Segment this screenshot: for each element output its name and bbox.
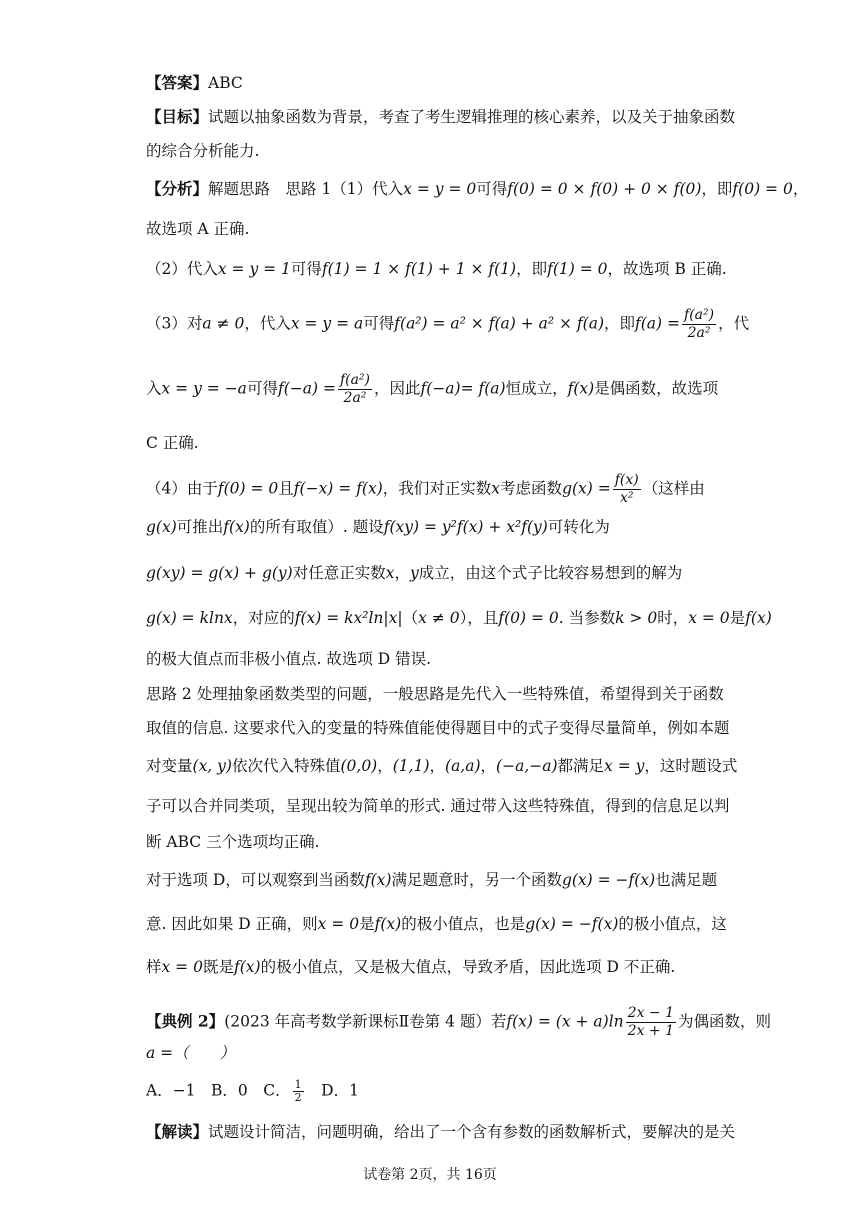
math: f(0) = 0 [498,609,559,627]
math: f(x) = kx²ln|x| [294,609,403,627]
math: f(1) = 0 [547,260,608,278]
text: 既是 [202,958,234,976]
text: 样 [146,958,162,976]
text: 是 [359,915,375,933]
text: ，这时题设式 [644,757,738,775]
goal-text-2: 的综合分析能力. [146,142,260,160]
math: k > 0 [615,609,658,627]
goal-label: 【目标】 [146,107,209,126]
text: 且 [278,479,294,498]
math: g(x) = −f(x) [525,915,619,933]
text: 是偶函数，故选项 [594,379,719,398]
text: 试题设计简洁，问题明确，给出了一个含有参数的函数解析式，要解决的是关 [208,1123,736,1141]
math: x = y = 0 [403,180,477,198]
text: . 当参数 [558,609,616,627]
text: 满足题意时，另一个函数 [391,871,562,889]
math: f(x) [374,915,402,933]
text: 也满足题 [655,871,718,889]
text: 可得 [290,260,322,278]
denominator: 2x + 1 [627,1023,674,1039]
text: 入 [146,379,162,398]
option-d-line-2 [146,914,727,934]
answer-label: 【答案】 [146,73,209,92]
text: 为偶函数，则 [678,1012,772,1031]
numerator: 2x − 1 [627,1005,674,1021]
goal-line-2 [146,141,716,161]
math: f(−x) = f(x) [293,479,383,498]
text: 的极小值点，这 [618,915,727,933]
text: （2）代入 [146,260,218,278]
fraction [682,307,716,342]
text: （3）对 [146,314,203,333]
text: 断 ABC 三个选项均正确. [146,833,320,851]
math: f(x) [233,958,261,976]
denominator: 2a² [687,325,711,341]
example-options [146,1079,716,1104]
goal-text-1: 试题以抽象函数为背景，考查了考生逻辑推理的核心素养，以及关于抽象函数 [208,108,736,126]
math: x [385,564,395,582]
text: ， [394,564,411,582]
math: f(a) = [635,314,681,333]
analysis-step-4 [146,472,716,507]
example-line-1 [146,1005,772,1040]
text: ，代入 [244,314,291,333]
math: a ≠ 0 [202,314,245,333]
text: 可转化为 [547,518,610,536]
text: ， [480,757,497,775]
text: 是 [729,609,746,627]
math: f(0) = 0 × f(0) + 0 × f(0) [507,180,702,198]
example-label: 【典例 2】 [146,1011,225,1031]
analysis-step-4e [146,649,716,669]
math: x = 0 [161,958,203,976]
math: g(xy) = g(x) + g(y) [146,564,293,582]
analysis-step-4b [146,517,716,537]
text: ， [792,180,809,198]
fraction [626,1005,676,1040]
analysis-step-3b [146,372,719,407]
fraction [293,1079,304,1104]
analysis-step-4d [146,608,772,628]
text: 对任意正实数 [292,564,386,582]
text: ，对应的 [232,609,295,627]
analysis-label: 【分析】 [146,179,209,198]
math: (a,a) [445,757,481,775]
text: 故选项 A 正确. [146,220,250,238]
text: ，我们对正实数 [382,479,492,498]
text: ，故选项 B 正确. [607,260,727,278]
math: f(1) = 1 × f(1) + 1 × f(1) [321,260,517,278]
text: 子可以合并同类项，呈现出较为简单的形式. 通过带入这些特殊值，得到的信息足以判 [146,797,730,815]
math: (x, y) [192,757,232,775]
denominator: 2 [294,1091,302,1104]
text: (2023 年高考数学新课标Ⅱ卷第 4 题）若 [224,1012,507,1031]
math: a =（ ） [146,1044,236,1062]
text: ，即 [516,260,548,278]
math: x = y = a [290,314,364,333]
text: 思路 2 处理抽象函数类型的问题，一般思路是先代入一些特殊值，希望得到关于函数 [146,685,724,703]
text: 恒成立， [505,379,568,398]
math: g(x) = −f(x) [561,871,656,889]
analysis-step-4c [146,563,716,583]
numerator: f(a²) [339,372,371,388]
text: 可得 [246,379,278,398]
idea2-line-5 [146,832,716,852]
text: ， [377,757,393,775]
text: 成立，由这个式子比较容易想到的解为 [418,564,683,582]
text: ，即 [701,180,733,198]
text: 的极小值点，又是极大值点，导致矛盾，因此选项 D 不正确. [260,958,676,976]
goal-line-1 [146,107,736,127]
text: D．1 [305,1081,359,1100]
example-question [146,1043,716,1063]
math: (1,1) [392,757,430,775]
analysis-line-2 [146,219,716,239]
math: x = y [604,757,645,775]
math: f(0) = 0 [732,180,793,198]
fraction [338,372,372,407]
idea2-line-4 [146,796,730,816]
analysis-step-3c [146,433,716,453]
text: 可得 [363,314,395,333]
math: f(x) [567,379,595,398]
text: ，因此 [374,379,421,398]
text: ），且 [459,609,499,627]
math: f(x) [364,871,392,889]
math: g(x) [146,518,177,536]
option-d-line-3 [146,957,716,977]
fraction [613,472,641,507]
text: 取值的信息. 这要求代入的变量的特殊值能使得题目中的式子变得尽量简单，例如本题 [146,719,730,737]
math: f(x) [745,609,772,627]
text: 的极大值点而非极小值点. 故选项 D 错误. [146,650,432,668]
page-footer: 试卷第 2页，共 16页 [363,1167,497,1183]
text: 意. 因此如果 D 正确，则 [146,915,318,933]
math: x ≠ 0 [418,609,460,627]
math: g(x) = [562,479,611,498]
text: 可推出 [176,518,224,536]
text: 解题思路 思路 1（1）代入 [208,180,404,198]
text: 的极小值点，也是 [401,915,526,933]
denominator: x² [620,490,634,506]
numerator: f(x) [614,472,639,488]
option-d-line-1 [146,870,716,890]
text: 考虑函数 [500,479,563,498]
text: ，即 [604,314,636,333]
math: f(x) [223,518,250,536]
math: g(x) = klnx [146,609,233,627]
text: （ [402,609,419,627]
math: (−a,−a) [496,757,558,775]
math: x = y = 1 [217,260,291,278]
idea2-line-3 [146,756,738,776]
math: f(0) = 0 [217,479,279,498]
math: (0,0) [340,757,378,775]
text: ，代 [718,314,750,333]
math: f(x) = (x + a)ln [506,1012,624,1031]
text: 可得 [476,180,508,198]
text: ， [429,757,446,775]
text: （这样由 [642,479,705,498]
text: （4）由于 [146,479,218,498]
text: 时， [657,609,689,627]
analysis-line-1 [146,179,809,199]
text: 的所有取值）. 题设 [249,518,384,536]
math: x [491,479,501,498]
math: f(xy) = y²f(x) + x²f(y) [383,518,548,536]
text: 都满足 [557,757,605,775]
math: x = y = −a [161,379,247,398]
analysis-step-2 [146,259,727,279]
math: x = 0 [317,915,360,933]
analysis-step-3 [146,307,750,342]
interpret-line [146,1122,736,1142]
text: C 正确. [146,434,199,452]
math: x = 0 [688,609,730,627]
idea2-line-1 [146,684,724,704]
answer-line [146,73,716,93]
math: f(−a)= f(a) [420,379,506,398]
denominator: 2a² [343,390,367,406]
math: y [410,564,419,582]
text: A．−1 B．0 C． [146,1081,291,1100]
numerator: f(a²) [684,307,715,323]
text: 对变量 [146,757,193,775]
answer-value: ABC [208,74,243,92]
math: f(a²) = a² × f(a) + a² × f(a) [394,314,604,333]
text: 对于选项 D，可以观察到当函数 [146,871,365,889]
text: 依次代入特殊值 [231,757,341,775]
interpret-label: 【解读】 [146,1122,209,1141]
numerator: 1 [294,1078,302,1091]
math: f(−a) = [277,379,336,398]
idea2-line-2 [146,718,730,738]
